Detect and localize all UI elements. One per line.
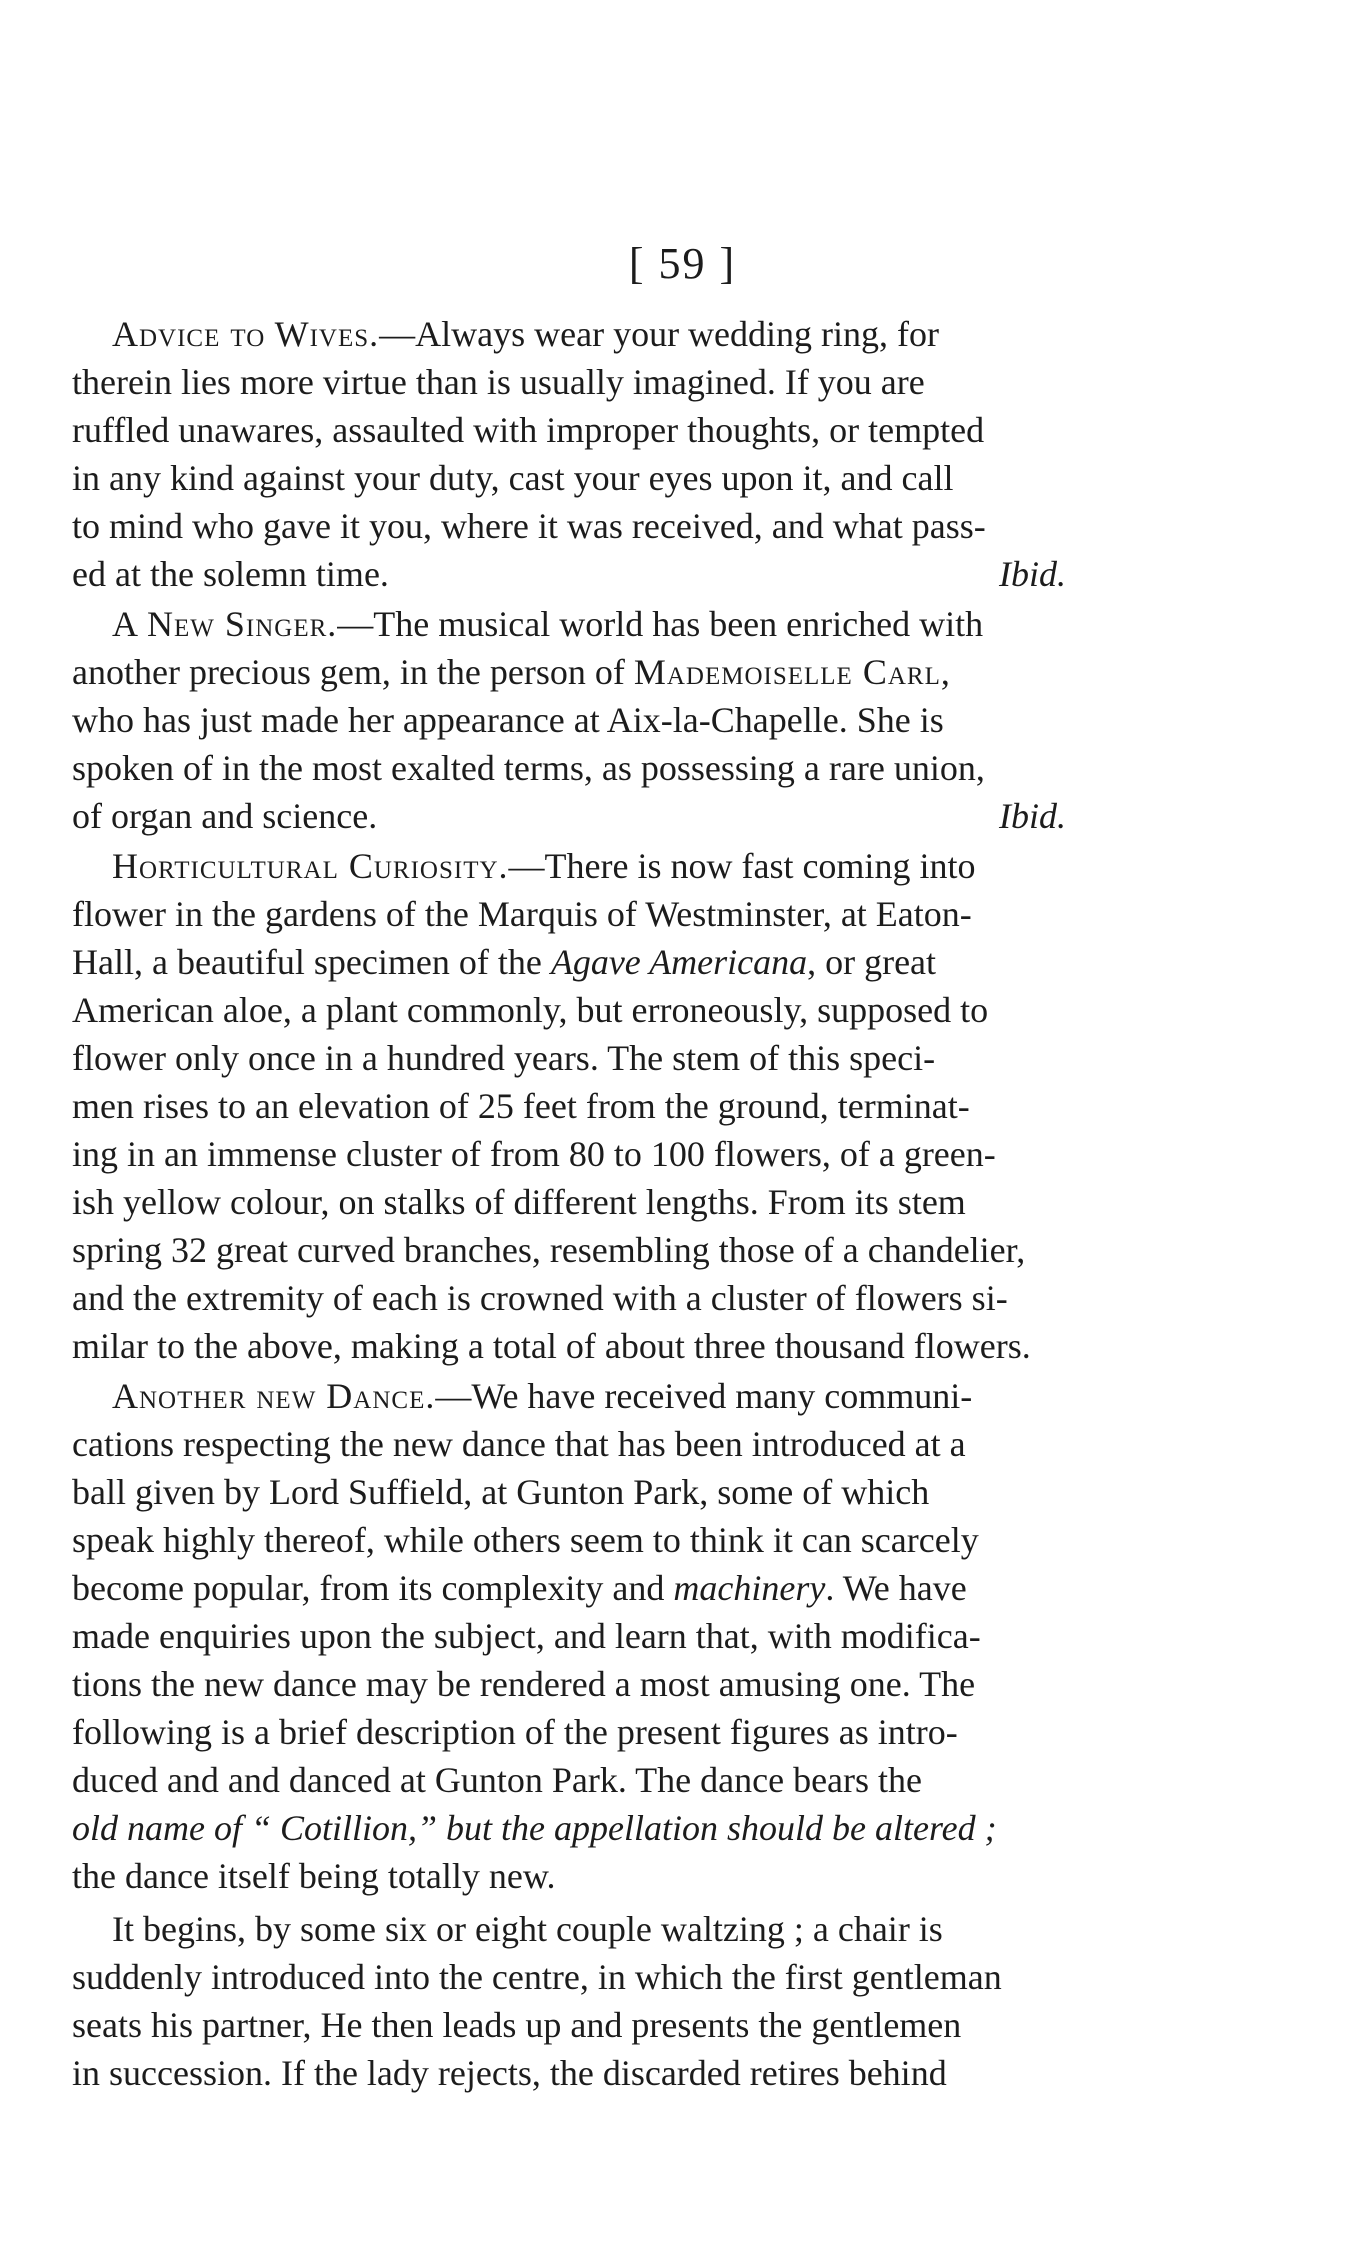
text-line: Horticultural Curiosity.—There is now fast coming into: [112, 846, 976, 886]
text-line: following is a brief description of the present figures as intro-: [72, 1712, 958, 1752]
text-line: spoken of in the most exalted terms, as possessing a rare union,: [72, 748, 985, 788]
text-line: ing in an immense cluster of from 80 to 100 flowers, of a green-: [72, 1134, 996, 1174]
text-line: ish yellow colour, on stalks of different lengths. From its stem: [72, 1182, 966, 1222]
article-advice-to-wives: [72, 310, 1074, 598]
article-new-singer: [72, 600, 1074, 840]
text-line: duced and and danced at Gunton Park. The dance bears the: [72, 1760, 923, 1800]
text-line: American aloe, a plant commonly, but erroneously, supposed to: [72, 990, 989, 1030]
text-line: men rises to an elevation of 25 feet from the ground, terminat-: [72, 1086, 970, 1126]
text-line: tions the new dance may be rendered a most amusing one. The: [72, 1664, 976, 1704]
text-line: and the extremity of each is crowned with a cluster of flowers si-: [72, 1278, 1008, 1318]
text-line: made enquiries upon the subject, and learn that, with modifica-: [72, 1616, 981, 1656]
text-line: spring 32 great curved branches, resembling those of a chandelier,: [72, 1230, 1026, 1270]
species-name: Agave Americana: [550, 942, 808, 982]
source-citation: Ibid.: [999, 796, 1066, 836]
text-line: Hall, a beautiful specimen of the Agave Americana, or great: [72, 942, 937, 982]
text-line: to mind who gave it you, where it was received, and what pass-: [72, 506, 986, 546]
source-citation: Ibid.: [999, 554, 1066, 594]
text-line: It begins, by some six or eight couple waltzing ; a chair is: [112, 1909, 943, 1949]
text-line: seats his partner, He then leads up and presents the gentlemen: [72, 2005, 962, 2045]
text-line: suddenly introduced into the centre, in which the first gentleman: [72, 1957, 1002, 1997]
italic-word: machinery: [673, 1568, 826, 1608]
singer-name: Mademoiselle Carl,: [633, 652, 951, 692]
text-line: old name of “ Cotillion,” but the appellation should be altered ;: [72, 1808, 997, 1848]
text-line: another precious gem, in the person of Mademoiselle Carl,: [72, 652, 951, 692]
text-line: ed at the solemn time. Ibid.: [72, 550, 1074, 598]
text-line: who has just made her appearance at Aix-la-Chapelle. She is: [72, 700, 944, 740]
text-line: ruffled unawares, assaulted with improper thoughts, or tempted: [72, 410, 985, 450]
article-heading: A New Singer.: [112, 604, 338, 644]
article-heading: Another new Dance.: [112, 1376, 436, 1416]
text-line: ball given by Lord Suffield, at Gunton Park, some of which: [72, 1472, 930, 1512]
article-heading: Advice to Wives.: [112, 314, 380, 354]
text-line: cations respecting the new dance that has been introduced at a: [72, 1424, 966, 1464]
text-line: in succession. If the lady rejects, the discarded retires behind: [72, 2053, 947, 2093]
text-line: Advice to Wives.—Always wear your wedding ring, for: [112, 314, 940, 354]
article-another-new-dance: [72, 1372, 1074, 1900]
text-line: in any kind against your duty, cast your eyes upon it, and call: [72, 458, 954, 498]
article-heading: Horticultural Curiosity.: [112, 846, 509, 886]
text-line: become popular, from its complexity and machinery. We have: [72, 1568, 967, 1608]
text-line: A New Singer.—The musical world has been enriched with: [112, 604, 984, 644]
text-line: therein lies more virtue than is usually imagined. If you are: [72, 362, 925, 402]
text-line: the dance itself being totally new.: [72, 1856, 556, 1896]
article-dance-description: [72, 1905, 1074, 2097]
text-line: of organ and science. Ibid.: [72, 792, 1074, 840]
page-number: [ 59 ]: [628, 239, 737, 288]
text-line: flower only once in a hundred years. The stem of this speci-: [72, 1038, 936, 1078]
text-line: Another new Dance.—We have received many communi-: [112, 1376, 973, 1416]
text-line: speak highly thereof, while others seem to think it can scarcely: [72, 1520, 979, 1560]
article-horticultural-curiosity: [72, 842, 1074, 1370]
text-line: flower in the gardens of the Marquis of Westminster, at Eaton-: [72, 894, 972, 934]
text-line: milar to the above, making a total of about three thousand flowers.: [72, 1326, 1031, 1366]
